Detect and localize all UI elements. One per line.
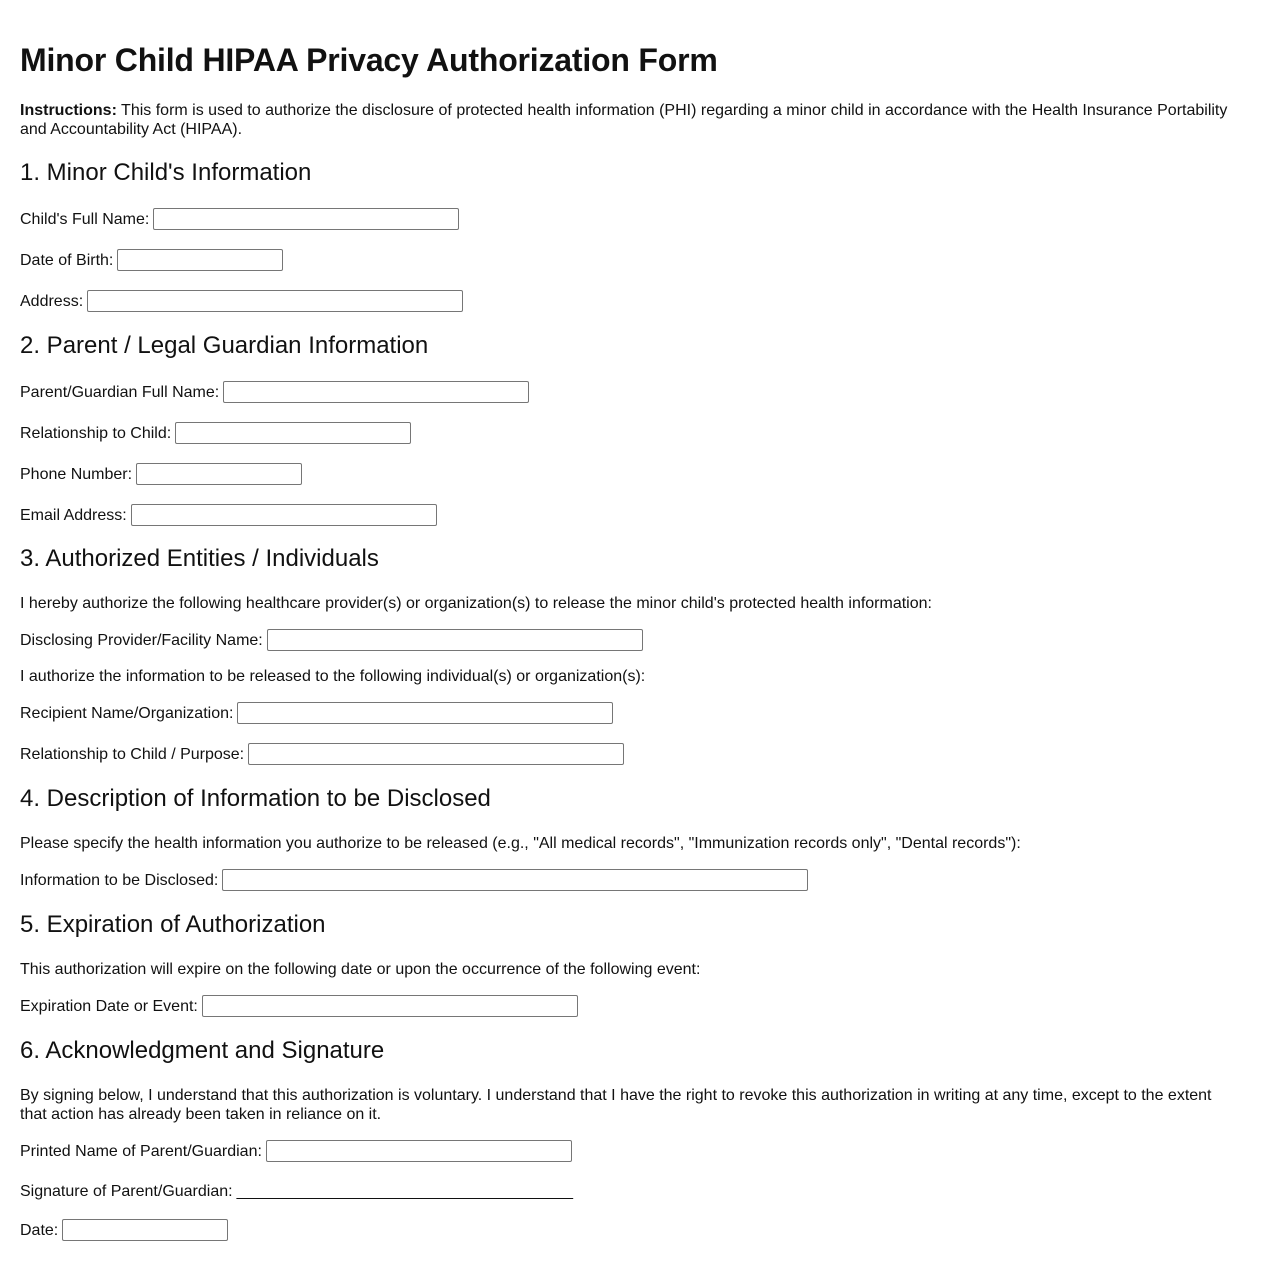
dob-row	[20, 249, 283, 271]
section-3-heading: 3. Authorized Entities / Individuals	[20, 545, 379, 572]
expiration-input[interactable]	[202, 995, 578, 1017]
phone-row	[20, 463, 302, 485]
info-label: Information to be Disclosed:	[20, 871, 219, 889]
purpose-row	[20, 743, 624, 765]
address-row	[20, 290, 463, 312]
child-name-label: Child's Full Name:	[20, 210, 150, 228]
info-input[interactable]	[222, 869, 808, 891]
section-1-heading: 1. Minor Child's Information	[20, 159, 312, 186]
expiration-row	[20, 995, 578, 1017]
recipient-label: Recipient Name/Organization:	[20, 704, 234, 722]
section-5-heading: 5. Expiration of Authorization	[20, 911, 326, 938]
guardian-name-row	[20, 381, 529, 403]
printed-name-input[interactable]	[266, 1140, 572, 1162]
instructions-text: This form is used to authorize the disclosure of protected health information (PHI) regarding a minor child in accordance with the Health Insurance Portability and Accountability Act (HIPAA).	[20, 102, 1228, 138]
provider-label: Disclosing Provider/Facility Name:	[20, 631, 263, 649]
recipient-row	[20, 702, 613, 724]
provider-input[interactable]	[267, 629, 643, 651]
email-row	[20, 504, 437, 526]
dob-label: Date of Birth:	[20, 251, 114, 269]
guardian-name-label: Parent/Guardian Full Name:	[20, 383, 220, 401]
guardian-name-input[interactable]	[223, 381, 529, 403]
email-input[interactable]	[131, 504, 437, 526]
purpose-input[interactable]	[248, 743, 624, 765]
purpose-label: Relationship to Child / Purpose:	[20, 745, 245, 763]
section-6-intro: By signing below, I understand that this authorization is voluntary. I understand that I have the right to revoke this authorization in writing at any time, except to the extent that action has already been taken in reliance on it.	[20, 1087, 1212, 1123]
info-row	[20, 869, 808, 891]
instructions	[20, 101, 1242, 139]
provider-row	[20, 629, 643, 651]
address-input[interactable]	[87, 290, 463, 312]
expiration-label: Expiration Date or Event:	[20, 997, 198, 1015]
section-5-intro: This authorization will expire on the following date or upon the occurrence of the following event:	[20, 961, 701, 978]
address-label: Address:	[20, 292, 84, 310]
section-2-heading: 2. Parent / Legal Guardian Information	[20, 332, 429, 359]
page-title: Minor Child HIPAA Privacy Authorization Form	[20, 42, 718, 78]
recipient-input[interactable]	[237, 702, 613, 724]
phone-input[interactable]	[136, 463, 302, 485]
dob-input[interactable]	[117, 249, 283, 271]
recipient-intro: I authorize the information to be released to the following individual(s) or organization(s):	[20, 668, 646, 685]
instructions-label: Instructions:	[20, 102, 117, 119]
email-label: Email Address:	[20, 506, 127, 524]
relationship-label: Relationship to Child:	[20, 424, 172, 442]
date-input[interactable]	[62, 1219, 228, 1241]
date-row	[20, 1219, 228, 1241]
relationship-row	[20, 422, 411, 444]
section-4-intro: Please specify the health information you authorize to be released (e.g., "All medical records", "Immunization records only", "Dental records"):	[20, 835, 1021, 852]
signature-line[interactable]: ________________________________________	[236, 1182, 573, 1200]
printed-name-label: Printed Name of Parent/Guardian:	[20, 1142, 262, 1160]
child-name-row	[20, 208, 459, 230]
signature-label: Signature of Parent/Guardian:	[20, 1182, 233, 1200]
section-3-intro: I hereby authorize the following healthcare provider(s) or organization(s) to release the minor child's protected health information:	[20, 595, 932, 612]
signature-row	[20, 1180, 573, 1202]
printed-name-row	[20, 1140, 572, 1162]
section-4-heading: 4. Description of Information to be Disclosed	[20, 785, 491, 812]
date-label: Date:	[20, 1221, 59, 1239]
child-name-input[interactable]	[153, 208, 459, 230]
phone-label: Phone Number:	[20, 465, 133, 483]
relationship-input[interactable]	[175, 422, 411, 444]
section-6-heading: 6. Acknowledgment and Signature	[20, 1037, 385, 1064]
